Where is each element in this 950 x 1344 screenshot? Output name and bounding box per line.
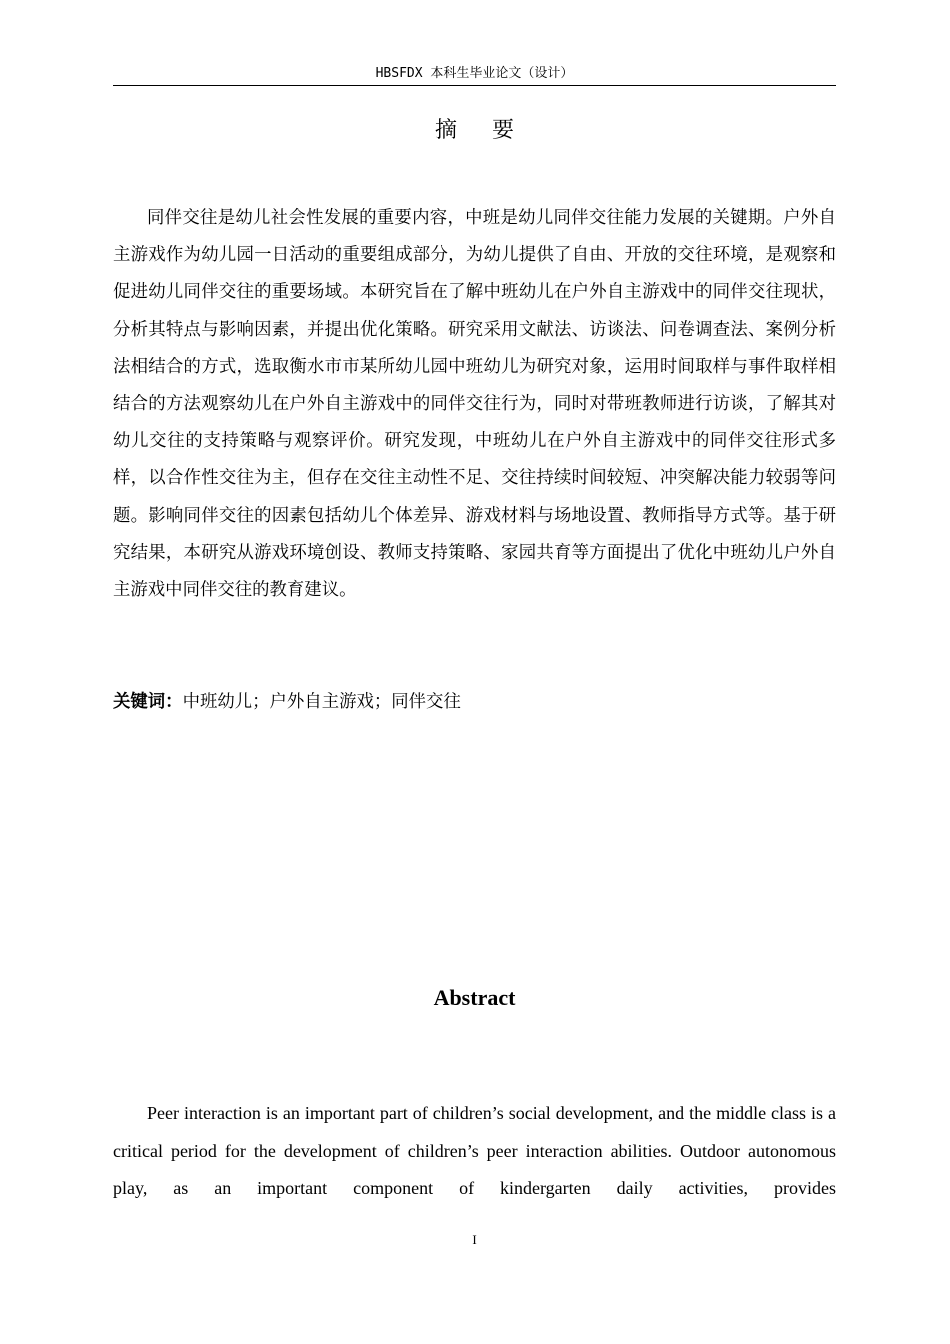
page-number: I bbox=[472, 1232, 477, 1247]
english-abstract-title: Abstract bbox=[433, 985, 516, 1010]
chinese-abstract-body: 同伴交往是幼儿社会性发展的重要内容，中班是幼儿同伴交往能力发展的关键期。户外自主游戏作为幼儿园一日活动的重要组成部分，为幼儿提供了自由、开放的交往环境，是观察和促进幼儿同伴交往的重要场域。本研究旨在了解中班幼儿在户外自主游戏中的同伴交往现状，分析其特点与影响因素，并提出优化策略。研究采用文献法、访谈法、问卷调查法、案例分析法相结合的方式，选取衡水市市某所幼儿园中班幼儿为研究对象，运用时间取样与事件取样相结合的方法观察幼儿在户外自主游戏中的同伴交往行为，同时对带班教师进行访谈，了解其对幼儿交往的支持策略与观察评价。研究发现，中班幼儿在户外自主游戏中的同伴交往形式多样，以合作性交往为主，但存在交往主动性不足、交往持续时间较短、冲突解决能力较弱等问题。影响同伴交往的因素包括幼儿个体差异、游戏材料与场地设置、教师指导方式等。基于研究结果，本研究从游戏环境创设、教师支持策略、家园共育等方面提出了优化中班幼儿户外自主游戏中同伴交往的教育建议。 bbox=[113, 208, 836, 601]
keywords-label: 关键词： bbox=[113, 692, 183, 712]
keywords-value: 中班幼儿；户外自主游戏；同伴交往 bbox=[182, 692, 461, 712]
running-header: HBSFDX 本科生毕业论文（设计） bbox=[113, 62, 836, 86]
chinese-abstract-title: 摘 要 bbox=[435, 118, 528, 143]
english-abstract-body: Peer interaction is an important part of children’s social development, and the middle class is a critical period for the development of children’s peer interaction abilities. Outdoor autonomous play, as an important component of kindergarten daily activities, provides bbox=[113, 1103, 836, 1199]
keywords-line bbox=[113, 686, 836, 718]
